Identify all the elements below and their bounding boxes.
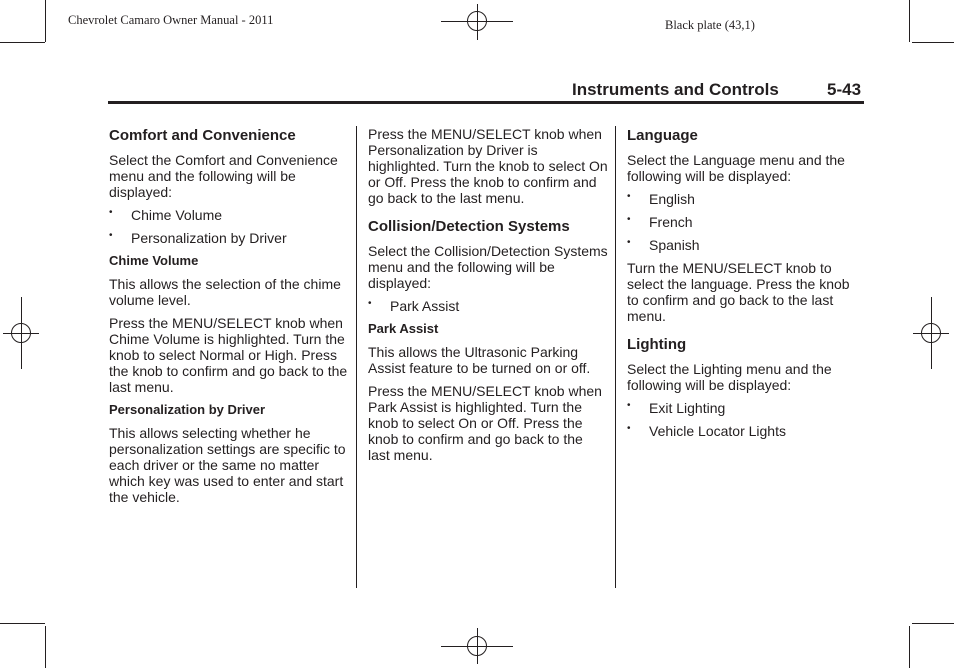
registration-circle-right [921,323,941,343]
registration-circle-bottom [467,636,487,656]
registration-circle-left [11,323,31,343]
bullet-icon: • [627,237,631,248]
crop-mark [0,42,45,43]
paragraph: This allows selecting whether he personalization settings are specific to each driver or the same no matter which key was used to enter and start the vehicle. [109,425,346,505]
section-heading-collision: Collision/Detection Systems [368,218,570,235]
crop-mark [45,626,46,668]
paragraph: Select the Collision/Detection Systems menu and the following will be displayed: [368,243,608,291]
subheading-park-assist: Park Assist [368,321,439,336]
paragraph: Select the Language menu and the following will be displayed: [627,152,845,184]
bullet-icon: • [368,298,372,309]
bullet-list [109,207,349,246]
section-heading-lighting: Lighting [627,336,687,353]
header-rule [108,101,864,104]
paragraph: This allows the Ultrasonic Parking Assist feature to be turned on or off. [368,344,591,376]
bullet-list [627,191,859,253]
registration-circle-top [467,11,487,31]
page-number: 5-43 [827,80,862,99]
paragraph: This allows the selection of the chime volume level. [109,276,341,308]
bullet-icon: • [109,230,113,241]
paragraph: Select the Lighting menu and the following will be displayed: [627,361,832,393]
section-title: Instruments and Controls [572,80,779,99]
paragraph: Press the MENU/SELECT knob when Personalization by Driver is highlighted. Turn the knob to select On or Off. Press the knob to confirm and go back to the last menu. [368,126,608,206]
column-divider [615,126,616,588]
running-head [572,80,862,100]
slug-left: Chevrolet Camaro Owner Manual - 2011 [68,13,274,27]
crop-mark [909,0,910,42]
list-item: • Spanish [627,237,700,253]
crop-mark [912,42,954,43]
list-item: • Personalization by Driver [109,230,287,246]
slug-right: Black plate (43,1) [665,18,755,32]
list-item: • Park Assist [368,298,460,314]
bullet-icon: • [109,207,113,218]
list-item: • Exit Lighting [627,400,726,416]
bullet-icon: • [627,423,631,434]
column-3 [627,126,859,446]
list-item: • French [627,214,693,230]
bullet-list [368,298,608,314]
crop-mark [45,0,46,42]
section-heading-language: Language [627,127,698,144]
bullet-icon: • [627,400,631,411]
crop-mark [909,626,910,668]
paragraph: Select the Comfort and Convenience menu and the following will be displayed: [109,152,338,200]
list-item: • English [627,191,695,207]
crop-mark [912,623,954,624]
column-2 [368,126,608,470]
section-heading-comfort: Comfort and Convenience [109,127,296,144]
subheading-chime-volume: Chime Volume [109,253,199,268]
subheading-personalization: Personalization by Driver [109,402,266,417]
paragraph: Press the MENU/SELECT knob when Chime Volume is highlighted. Turn the knob to select Normal or High. Press the knob to confirm and go back to the last menu. [109,315,348,395]
bullet-list [627,400,859,439]
column-divider [356,126,357,588]
crop-mark [0,623,45,624]
column-1 [109,126,349,512]
bullet-icon: • [627,191,631,202]
paragraph: Press the MENU/SELECT knob when Park Assist is highlighted. Turn the knob to select On or Off. Press the knob to confirm and go back to the last menu. [368,383,602,463]
list-item: • Chime Volume [109,207,223,223]
list-item: • Vehicle Locator Lights [627,423,786,439]
paragraph: Turn the MENU/SELECT knob to select the language. Press the knob to confirm and go back to the last menu. [627,260,850,324]
bullet-icon: • [627,214,631,225]
